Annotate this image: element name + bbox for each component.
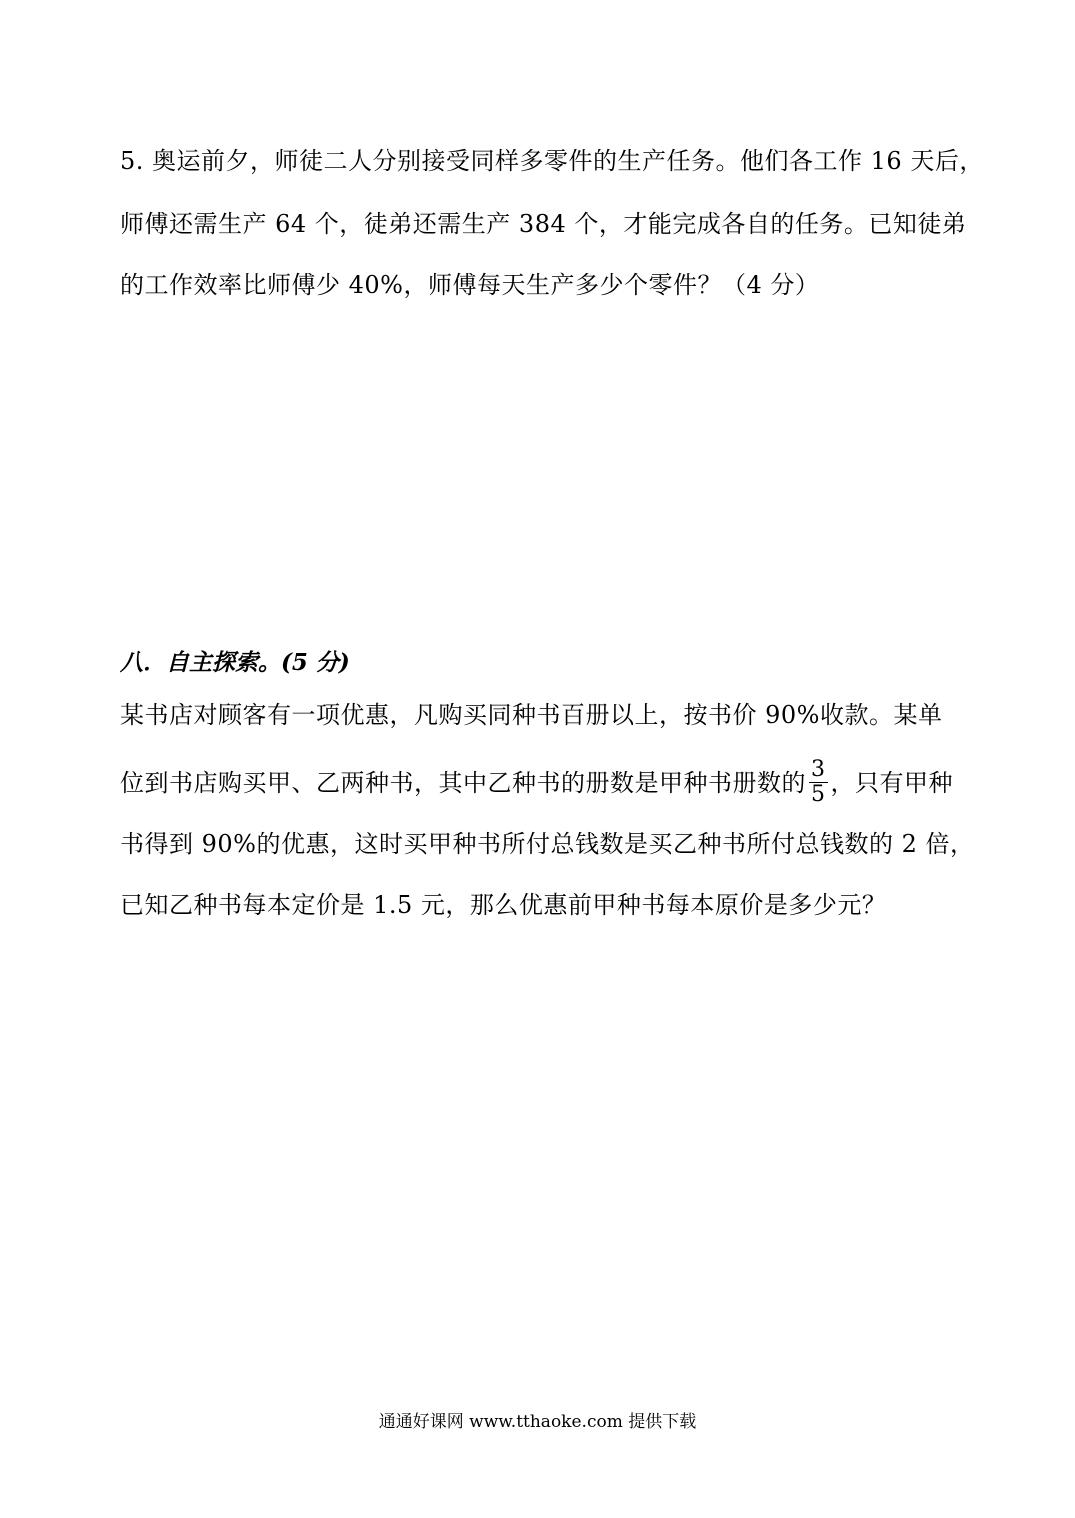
fraction-numerator: 3 (811, 757, 826, 782)
fraction-denominator: 5 (811, 782, 826, 807)
section-8-line-2-after: ，只有甲种 (830, 769, 953, 797)
question-5-line-3: 的工作效率比师傅少 40%，师傅每天生产多少个零件？（4 分） (120, 271, 820, 299)
question-5-line-2: 师傅还需生产 64 个，徒弟还需生产 384 个，才能完成各自的任务。已知徒弟 (120, 210, 967, 238)
section-8-heading: 八．自主探索。(5 分) (120, 649, 350, 676)
page-footer: 通通好课网 www.tthaoke.com 提供下载 (378, 1412, 697, 1432)
section-8-line-4: 已知乙种书每本定价是 1.5 元，那么优惠前甲种书每本原价是多少元？ (120, 891, 887, 919)
section-8-line-2 (120, 757, 953, 809)
section-8-line-1: 某书店对顾客有一项优惠，凡购买同种书百册以上，按书价 90%收款。某单 (120, 701, 943, 729)
section-8-line-2-before: 位到书店购买甲、乙两种书，其中乙种书的册数是甲种书册数的 (120, 769, 806, 797)
section-8-line-3: 书得到 90%的优惠，这时买甲种书所付总钱数是买乙种书所付总钱数的 2 倍， (120, 830, 975, 858)
fraction-three-fifths (809, 758, 828, 807)
question-5-line-1: 5. 奥运前夕，师徒二人分别接受同样多零件的生产任务。他们各工作 16 天后， (120, 147, 984, 175)
